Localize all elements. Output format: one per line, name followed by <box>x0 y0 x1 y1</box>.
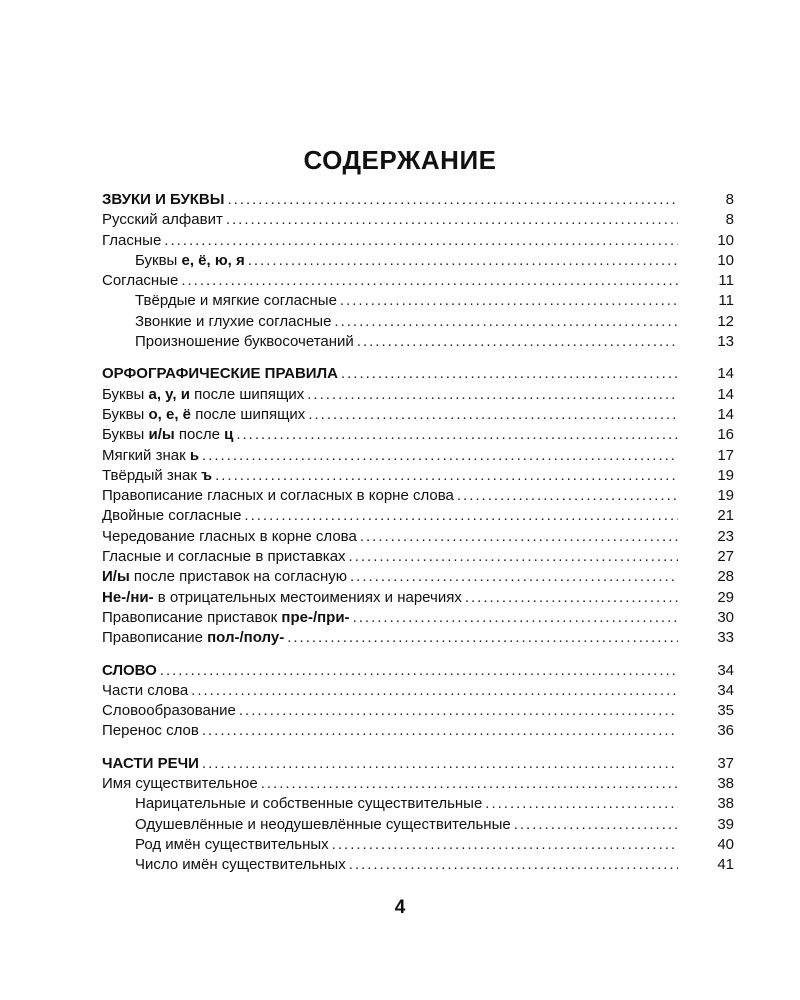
toc-page-number: 19 <box>717 487 734 505</box>
dot-leader <box>164 231 678 251</box>
toc-page-number: 17 <box>717 446 734 464</box>
toc-entry-title <box>102 190 224 210</box>
toc-page-number: 13 <box>717 333 734 351</box>
dot-leader <box>261 774 678 794</box>
text-fragment: Твёрдые и мягкие согласные <box>135 292 337 310</box>
dot-leader <box>227 190 678 210</box>
toc-section <box>102 190 734 352</box>
toc-page-number: 38 <box>717 795 734 813</box>
toc-entry[interactable] <box>102 794 734 814</box>
dot-leader <box>160 661 678 681</box>
toc-entry-title <box>102 754 199 774</box>
toc-entry[interactable] <box>102 385 734 405</box>
bold-fragment: И/ы <box>102 568 130 586</box>
text-fragment: Звонкие и глухие согласные <box>135 312 332 330</box>
toc-entry-title <box>102 364 338 384</box>
toc-entry[interactable] <box>102 527 734 547</box>
toc-page-number: 39 <box>717 815 734 833</box>
dot-leader <box>457 486 678 506</box>
dot-leader <box>202 721 678 741</box>
toc-page-number: 8 <box>725 211 734 229</box>
dot-leader <box>349 547 678 567</box>
dot-leader <box>226 210 678 230</box>
dot-leader <box>340 291 678 311</box>
toc-entry-title <box>102 425 233 445</box>
toc-entry-title <box>102 547 346 567</box>
toc-entry[interactable] <box>102 701 734 721</box>
toc-entry[interactable] <box>102 466 734 486</box>
toc-entry[interactable] <box>102 815 734 835</box>
text-fragment: после приставок на согласную <box>129 568 347 586</box>
text-fragment: после шипящих <box>191 405 306 423</box>
bold-fragment: пол-/полу- <box>207 629 285 647</box>
toc-entry-title <box>135 291 337 311</box>
toc-entry-title <box>102 506 241 526</box>
text-fragment: Правописание приставок <box>102 608 282 626</box>
toc-entry-title <box>102 661 157 681</box>
toc-section <box>102 754 734 876</box>
text-fragment: Буквы <box>102 385 149 403</box>
toc-section <box>102 364 734 648</box>
dot-leader <box>248 251 678 271</box>
dot-leader <box>181 271 678 291</box>
toc-entry-title <box>135 855 346 875</box>
toc-page-number: 8 <box>725 191 734 208</box>
toc-page-number: 36 <box>717 722 734 740</box>
toc-entry[interactable] <box>102 312 734 332</box>
text-fragment: Правописание <box>102 629 208 647</box>
text-fragment: Правописание гласных и согласных в корне слова <box>102 487 454 505</box>
toc-entry-title <box>135 794 482 814</box>
toc-entry-title <box>102 721 199 741</box>
dot-leader <box>350 567 678 587</box>
text-fragment: Нарицательные и собственные существительные <box>135 795 483 813</box>
toc-entry[interactable] <box>102 405 734 425</box>
bold-fragment: ц <box>224 426 234 444</box>
text-fragment: Перенос слов <box>102 722 199 740</box>
bold-fragment: пре-/при- <box>281 608 350 626</box>
toc-page-number: 12 <box>717 312 734 330</box>
toc-entry[interactable] <box>102 721 734 741</box>
toc-page-number: 10 <box>717 231 734 249</box>
dot-leader <box>485 794 678 814</box>
bold-fragment: Не-/ни- <box>102 588 154 606</box>
page-number: 4 <box>394 897 406 918</box>
toc-entry-title <box>102 466 212 486</box>
bold-fragment: е, ё, ю, я <box>181 251 245 269</box>
toc-section-heading[interactable] <box>102 754 734 774</box>
dot-leader <box>236 425 678 445</box>
toc-entry-title <box>102 210 223 230</box>
toc-entry-title <box>135 251 245 271</box>
toc-page-number: 34 <box>717 681 734 699</box>
text-fragment: Словообразование <box>102 702 236 720</box>
bold-fragment: СЛОВО <box>102 661 157 679</box>
dot-leader <box>215 466 678 486</box>
text-fragment: после <box>174 426 225 444</box>
toc-page-number: 11 <box>718 292 734 310</box>
toc-page-number: 37 <box>717 754 734 772</box>
toc-entry[interactable] <box>102 210 734 230</box>
toc-entry[interactable] <box>102 608 734 628</box>
bold-fragment: ъ <box>201 466 213 484</box>
toc-entry[interactable] <box>102 231 734 251</box>
toc-page-number: 11 <box>718 272 734 290</box>
toc-page-number: 23 <box>717 527 734 545</box>
toc-page-number: 14 <box>717 385 734 403</box>
text-fragment: Гласные <box>102 231 162 249</box>
text-fragment: Гласные и согласные в приставках <box>102 548 346 566</box>
toc-page-number: 28 <box>717 568 734 586</box>
toc-page-number: 21 <box>717 507 734 525</box>
dot-leader <box>191 681 678 701</box>
toc-entry-title <box>135 332 354 352</box>
text-fragment: Одушевлённые и неодушевлённые существительные <box>135 815 511 833</box>
dot-leader <box>202 754 678 774</box>
dot-leader <box>341 364 678 384</box>
toc-page-number: 29 <box>717 588 734 606</box>
dot-leader <box>239 701 678 721</box>
toc-page-number: 16 <box>717 426 734 444</box>
dot-leader <box>353 608 678 628</box>
text-fragment: Согласные <box>102 272 179 290</box>
toc-entry-title <box>102 486 454 506</box>
text-fragment: после шипящих <box>189 385 305 403</box>
table-of-contents <box>102 190 734 888</box>
toc-page-number: 10 <box>717 251 734 269</box>
toc-page-number: 14 <box>717 405 734 423</box>
text-fragment: Русский алфавит <box>102 211 223 229</box>
dot-leader <box>334 312 678 332</box>
toc-entry-title <box>102 774 258 794</box>
toc-entry[interactable] <box>102 835 734 855</box>
toc-entry[interactable] <box>102 506 734 526</box>
text-fragment: Имя существительное <box>102 775 258 793</box>
toc-page-number: 41 <box>717 856 734 874</box>
dot-leader <box>287 628 678 648</box>
dot-leader <box>465 588 678 608</box>
toc-entry-title <box>135 815 511 835</box>
dot-leader <box>360 527 678 547</box>
toc-entry-title <box>102 628 284 648</box>
bold-fragment: ь <box>189 446 200 464</box>
toc-entry[interactable] <box>102 855 734 875</box>
toc-entry[interactable] <box>102 681 734 701</box>
toc-section-heading[interactable] <box>102 190 734 210</box>
toc-entry-title <box>135 312 331 332</box>
toc-page-number: 35 <box>717 702 734 720</box>
toc-entry[interactable] <box>102 547 734 567</box>
bold-fragment: ЗВУКИ И БУКВЫ <box>102 191 225 208</box>
dot-leader <box>357 332 678 352</box>
toc-entry-title <box>102 608 350 628</box>
toc-entry[interactable] <box>102 425 734 445</box>
toc-entry-title <box>102 446 199 466</box>
toc-entry-title <box>102 385 304 405</box>
text-fragment: Произношение буквосочетаний <box>135 333 354 351</box>
dot-leader <box>349 855 678 875</box>
text-fragment: Буквы <box>102 426 149 444</box>
toc-entry-title <box>102 681 188 701</box>
toc-entry[interactable] <box>102 588 734 608</box>
bold-fragment: и/ы <box>148 426 175 444</box>
toc-page-number: 19 <box>717 466 734 484</box>
bold-fragment: о, е, ё <box>148 405 192 423</box>
page-title: СОДЕРЖАНИЕ <box>303 145 497 176</box>
toc-entry-title <box>102 701 236 721</box>
toc-entry[interactable] <box>102 567 734 587</box>
text-fragment: Буквы <box>135 251 182 269</box>
toc-page-number: 34 <box>717 661 734 679</box>
bold-fragment: ОРФОГРАФИЧЕСКИЕ ПРАВИЛА <box>102 365 338 383</box>
dot-leader <box>332 835 678 855</box>
text-fragment: Число имён существительных <box>135 856 346 874</box>
toc-section-heading[interactable] <box>102 661 734 681</box>
bold-fragment: а, у, и <box>148 385 190 403</box>
toc-entry-title <box>102 588 462 608</box>
toc-entry[interactable] <box>102 774 734 794</box>
toc-page-number: 27 <box>717 548 734 566</box>
toc-section <box>102 661 734 742</box>
toc-entry[interactable] <box>102 486 734 506</box>
toc-entry-title <box>102 231 161 251</box>
text-fragment: Буквы <box>102 405 149 423</box>
toc-entry[interactable] <box>102 628 734 648</box>
text-fragment: в отрицательных местоимениях и наречиях <box>153 588 462 606</box>
toc-entry[interactable] <box>102 332 734 352</box>
toc-entry-title <box>135 835 329 855</box>
toc-section-heading[interactable] <box>102 364 734 384</box>
dot-leader <box>202 446 678 466</box>
text-fragment: Род имён существительных <box>135 835 329 853</box>
dot-leader <box>307 385 678 405</box>
toc-entry-title <box>102 271 178 291</box>
toc-page-number: 38 <box>717 775 734 793</box>
toc-entry-title <box>102 567 347 587</box>
toc-entry[interactable] <box>102 271 734 291</box>
bold-fragment: ЧАСТИ РЕЧИ <box>102 754 199 772</box>
text-fragment: Двойные согласные <box>102 507 242 525</box>
dot-leader <box>514 815 678 835</box>
text-fragment: Мягкий знак <box>102 446 190 464</box>
toc-entry[interactable] <box>102 251 734 271</box>
toc-page-number: 30 <box>717 608 734 626</box>
toc-entry-title <box>102 527 357 547</box>
dot-leader <box>244 506 678 526</box>
toc-entry-title <box>102 405 305 425</box>
text-fragment: Части слова <box>102 681 189 699</box>
text-fragment: Твёрдый знак <box>102 466 202 484</box>
toc-page-number: 40 <box>717 835 734 853</box>
toc-page-number: 33 <box>717 629 734 647</box>
toc-page-number: 14 <box>717 365 734 383</box>
toc-entry[interactable] <box>102 291 734 311</box>
dot-leader <box>308 405 678 425</box>
toc-entry[interactable] <box>102 446 734 466</box>
text-fragment: Чередование гласных в корне слова <box>102 527 357 545</box>
